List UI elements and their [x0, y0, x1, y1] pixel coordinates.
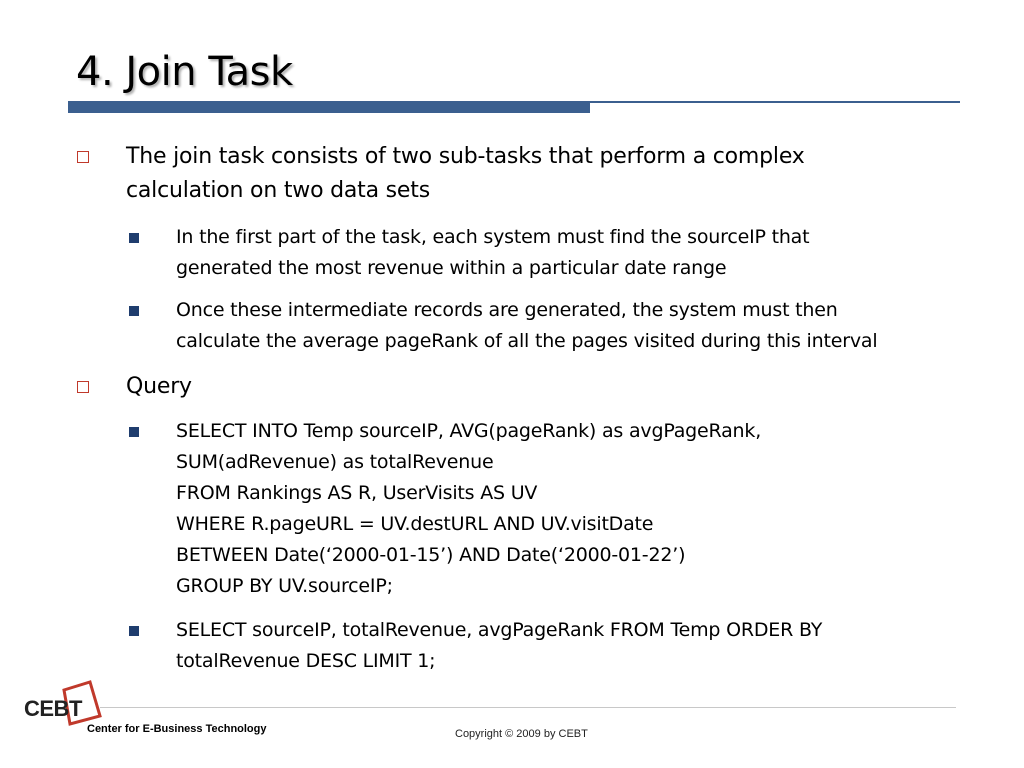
sql-line: FROM Rankings AS R, UserVisits AS UV: [176, 482, 538, 504]
bullet-item: [126, 370, 886, 404]
sql-line: totalRevenue DESC LIMIT 1;: [176, 650, 436, 672]
hollow-square-bullet-icon: [77, 151, 89, 163]
filled-square-bullet-icon: [129, 233, 139, 243]
sql-line: GROUP BY UV.sourceIP;: [176, 575, 393, 597]
sql-query-block: [176, 416, 936, 602]
sql-line: SELECT sourceIP, totalRevenue, avgPageRank FROM Temp ORDER BY: [176, 619, 823, 641]
sub-bullet-item: [176, 295, 936, 357]
logo-text: CEBT: [24, 696, 82, 721]
sql-query-block: [176, 615, 936, 677]
sub-bullet-line: generated the most revenue within a particular date range: [176, 257, 727, 279]
bullet-item: [126, 140, 886, 208]
slide-title: 4. Join Task: [76, 49, 293, 95]
sub-bullet-item: [176, 222, 936, 284]
filled-square-bullet-icon: [129, 626, 139, 636]
sub-bullet-line: In the first part of the task, each system must find the sourceIP that: [176, 226, 810, 248]
bullet-line: Query: [126, 374, 192, 399]
logo-tagline: Center for E-Business Technology: [87, 723, 267, 735]
copyright-text: Copyright © 2009 by CEBT: [455, 728, 588, 740]
sub-bullet-line: Once these intermediate records are generated, the system must then: [176, 299, 838, 321]
sub-bullet-line: calculate the average pageRank of all the pages visited during this interval: [176, 330, 878, 352]
sql-line: BETWEEN Date(‘2000-01-15’) AND Date(‘2000-01-22’): [176, 544, 686, 566]
sql-line: SUM(adRevenue) as totalRevenue: [176, 451, 494, 473]
filled-square-bullet-icon: [129, 427, 139, 437]
title-underline-thick: [68, 101, 590, 113]
filled-square-bullet-icon: [129, 306, 139, 316]
bullet-line: The join task consists of two sub-tasks that perform a complex: [126, 144, 805, 169]
title-underline-thin: [590, 101, 960, 103]
footer-divider: [100, 707, 956, 708]
sql-line: WHERE R.pageURL = UV.destURL AND UV.visitDate: [176, 513, 654, 535]
bullet-line: calculation on two data sets: [126, 178, 430, 203]
sql-line: SELECT INTO Temp sourceIP, AVG(pageRank) as avgPageRank,: [176, 420, 762, 442]
hollow-square-bullet-icon: [77, 381, 89, 393]
